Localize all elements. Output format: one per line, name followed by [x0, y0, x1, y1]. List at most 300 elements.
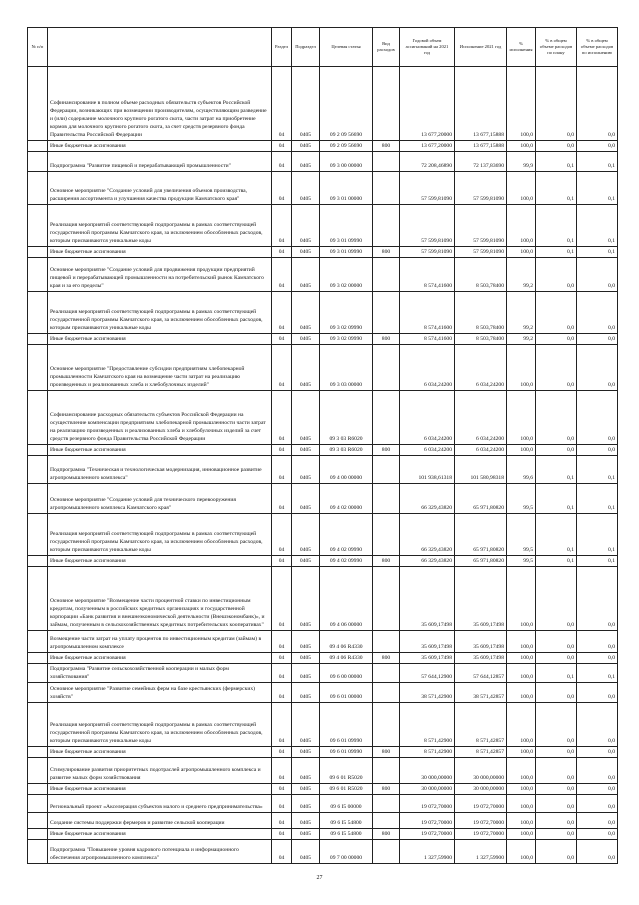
- document-page: [27, 27, 617, 864]
- row-plan-cell: 19 072,70000: [400, 829, 455, 840]
- row-name-cell: Реализация мероприятий соответствующей подпрограммы в рамках соответствующей государственной программы Камчатского края, за исключением обособленных расходов, которым присваиваются уникальные коды: [48, 205, 272, 247]
- row-share-exec-cell: 0,0: [577, 334, 618, 345]
- row-share-exec-cell: 0,0: [577, 703, 618, 747]
- row-article-cell: 09 4 06 R4330: [320, 631, 373, 653]
- row-pct-cell: 100,0: [507, 813, 536, 829]
- row-plan-cell: 8 574,41600: [400, 334, 455, 345]
- table-row: [28, 703, 618, 747]
- row-plan-cell: 8 571,42900: [400, 747, 455, 758]
- row-name-cell: Иные бюджетные ассигнования: [48, 247, 272, 258]
- row-share-exec-cell: 0,0: [577, 292, 618, 334]
- row-name-cell: Основное мероприятие "Создание условий для увеличения объемов производства, расширения ассортимента и улучшения качества продукции Камчатского края": [48, 172, 272, 205]
- row-share-exec-cell: 0,0: [577, 813, 618, 829]
- row-subsection-cell: 0405: [292, 172, 320, 205]
- row-exptype-cell: [373, 391, 400, 445]
- row-article-cell: 09 3 02 09990: [320, 334, 373, 345]
- row-share-exec-cell: 0,0: [577, 758, 618, 784]
- row-exptype-cell: [373, 703, 400, 747]
- row-pct-cell: 100,0: [507, 784, 536, 795]
- table-row: [28, 172, 618, 205]
- row-share-exec-cell: 0,1: [577, 664, 618, 683]
- row-exptype-cell: [373, 631, 400, 653]
- row-plan-cell: 35 609,17498: [400, 653, 455, 664]
- row-section-cell: 04: [272, 703, 292, 747]
- table-row: [28, 664, 618, 683]
- row-share-exec-cell: 0,0: [577, 391, 618, 445]
- header-plan: Годовой объем ассигнований на 2021 год: [400, 28, 455, 67]
- row-subsection-cell: 0405: [292, 345, 320, 391]
- row-plan-cell: 66 329,43820: [400, 556, 455, 567]
- row-article-cell: 09 3 02 00000: [320, 258, 373, 292]
- row-article-cell: 09 4 06 R4330: [320, 653, 373, 664]
- row-exec-cell: 65 971,80820: [455, 556, 507, 567]
- row-subsection-cell: 0405: [292, 653, 320, 664]
- row-share-exec-cell: 0,0: [577, 683, 618, 703]
- row-share-plan-cell: 0,0: [536, 829, 577, 840]
- row-index-cell: [28, 813, 48, 829]
- row-index-cell: [28, 747, 48, 758]
- row-article-cell: 09 3 01 09990: [320, 205, 373, 247]
- row-pct-cell: 99,2: [507, 334, 536, 345]
- row-pct-cell: 99,5: [507, 556, 536, 567]
- header-share-exec: % в общем объеме расходов по исполнению: [577, 28, 618, 67]
- row-exec-cell: 19 072,70000: [455, 795, 507, 813]
- row-subsection-cell: 0405: [292, 247, 320, 258]
- row-share-exec-cell: 0,0: [577, 784, 618, 795]
- row-share-exec-cell: 0,1: [577, 556, 618, 567]
- row-pct-cell: 99,5: [507, 514, 536, 556]
- row-index-cell: [28, 456, 48, 484]
- row-share-exec-cell: 0,0: [577, 141, 618, 152]
- row-exptype-cell: [373, 205, 400, 247]
- row-article-cell: 09 3 01 09990: [320, 247, 373, 258]
- row-name-cell: Подпрограмма "Развитие пищевой и перерабатывающей промышленности": [48, 152, 272, 172]
- row-index-cell: [28, 247, 48, 258]
- row-exptype-cell: 800: [373, 653, 400, 664]
- row-exptype-cell: [373, 664, 400, 683]
- row-section-cell: 04: [272, 67, 292, 141]
- row-share-plan-cell: 0,1: [536, 664, 577, 683]
- row-index-cell: [28, 141, 48, 152]
- row-section-cell: 04: [272, 258, 292, 292]
- row-article-cell: 09 6 I5 54800: [320, 829, 373, 840]
- row-plan-cell: 57 644,12900: [400, 664, 455, 683]
- row-pct-cell: 100,0: [507, 683, 536, 703]
- row-article-cell: 09 4 02 00000: [320, 484, 373, 514]
- row-exec-cell: 8 571,42857: [455, 703, 507, 747]
- row-exec-cell: 72 137,83690: [455, 152, 507, 172]
- row-plan-cell: 66 329,43820: [400, 514, 455, 556]
- row-section-cell: 04: [272, 829, 292, 840]
- row-article-cell: 09 6 I5 00000: [320, 795, 373, 813]
- row-share-plan-cell: 0,0: [536, 292, 577, 334]
- row-name-cell: Софинансирование в полном объеме расходных обязательств субъектов Российской Федерации, возникающих при возмещении производителям, осуществляющим разведение и (или) содержание молочного крупного рогатого скота, части затрат на приобретение кормов для молочного крупного рогатого скота, за счет средств резервного фонда Правительства Российской Федерации: [48, 67, 272, 141]
- row-exptype-cell: [373, 456, 400, 484]
- row-exec-cell: 57 599,81090: [455, 205, 507, 247]
- row-share-plan-cell: 0,1: [536, 205, 577, 247]
- table-row: [28, 152, 618, 172]
- row-article-cell: 09 6 01 09990: [320, 703, 373, 747]
- row-share-plan-cell: 0,1: [536, 152, 577, 172]
- row-plan-cell: 101 938,61318: [400, 456, 455, 484]
- table-row: [28, 840, 618, 864]
- row-share-plan-cell: 0,0: [536, 258, 577, 292]
- row-share-plan-cell: 0,0: [536, 784, 577, 795]
- row-section-cell: 04: [272, 172, 292, 205]
- row-article-cell: 09 6 01 09990: [320, 747, 373, 758]
- row-name-cell: Иные бюджетные ассигнования: [48, 141, 272, 152]
- row-share-plan-cell: 0,1: [536, 247, 577, 258]
- row-exptype-cell: 800: [373, 445, 400, 456]
- row-share-exec-cell: 0,0: [577, 840, 618, 864]
- row-share-exec-cell: 0,1: [577, 172, 618, 205]
- row-exptype-cell: [373, 514, 400, 556]
- row-pct-cell: 100,0: [507, 67, 536, 141]
- row-share-plan-cell: 0,1: [536, 514, 577, 556]
- page-number: 27: [316, 875, 323, 881]
- row-share-plan-cell: 0,0: [536, 631, 577, 653]
- row-index-cell: [28, 67, 48, 141]
- row-share-plan-cell: 0,0: [536, 567, 577, 631]
- table-row: [28, 205, 618, 247]
- row-subsection-cell: 0405: [292, 67, 320, 141]
- row-share-plan-cell: 0,0: [536, 758, 577, 784]
- row-section-cell: 04: [272, 664, 292, 683]
- row-share-plan-cell: 0,0: [536, 795, 577, 813]
- row-share-exec-cell: 0,1: [577, 456, 618, 484]
- row-plan-cell: 8 571,42900: [400, 703, 455, 747]
- row-pct-cell: 100,0: [507, 747, 536, 758]
- row-plan-cell: 57 599,81090: [400, 205, 455, 247]
- row-index-cell: [28, 292, 48, 334]
- row-article-cell: 09 2 09 56690: [320, 141, 373, 152]
- row-exec-cell: 35 609,17498: [455, 567, 507, 631]
- row-section-cell: 04: [272, 840, 292, 864]
- row-share-plan-cell: 0,1: [536, 556, 577, 567]
- table-row: [28, 631, 618, 653]
- row-subsection-cell: 0405: [292, 292, 320, 334]
- row-subsection-cell: 0405: [292, 784, 320, 795]
- row-share-exec-cell: 0,1: [577, 205, 618, 247]
- row-article-cell: 09 4 02 09990: [320, 514, 373, 556]
- row-exec-cell: 1 327,59900: [455, 840, 507, 864]
- row-exec-cell: 101 580,98318: [455, 456, 507, 484]
- row-name-cell: Иные бюджетные ассигнования: [48, 653, 272, 664]
- header-exptype: Вид расходов: [373, 28, 400, 67]
- row-share-plan-cell: 0,1: [536, 456, 577, 484]
- row-subsection-cell: 0405: [292, 556, 320, 567]
- row-section-cell: 04: [272, 514, 292, 556]
- row-exec-cell: 8 503,78400: [455, 292, 507, 334]
- row-pct-cell: 100,0: [507, 631, 536, 653]
- row-name-cell: Основное мероприятие "Развитие семейных ферм на базе крестьянских (фермерских) хозяйств": [48, 683, 272, 703]
- row-article-cell: 09 3 02 09990: [320, 292, 373, 334]
- row-share-exec-cell: 0,1: [577, 247, 618, 258]
- row-name-cell: Иные бюджетные ассигнования: [48, 445, 272, 456]
- row-plan-cell: 13 677,20000: [400, 141, 455, 152]
- row-exec-cell: 8 503,78400: [455, 258, 507, 292]
- row-section-cell: 04: [272, 631, 292, 653]
- row-exec-cell: 6 034,24200: [455, 445, 507, 456]
- row-article-cell: 09 3 03 00000: [320, 345, 373, 391]
- row-index-cell: [28, 758, 48, 784]
- row-article-cell: 09 3 03 R6020: [320, 391, 373, 445]
- row-section-cell: 04: [272, 345, 292, 391]
- row-subsection-cell: 0405: [292, 334, 320, 345]
- row-share-exec-cell: 0,1: [577, 152, 618, 172]
- row-exec-cell: 57 599,81090: [455, 247, 507, 258]
- table-row: [28, 334, 618, 345]
- row-pct-cell: 100,0: [507, 445, 536, 456]
- table-row: [28, 456, 618, 484]
- row-index-cell: [28, 703, 48, 747]
- row-index-cell: [28, 152, 48, 172]
- row-subsection-cell: 0405: [292, 664, 320, 683]
- row-article-cell: 09 6 01 00000: [320, 683, 373, 703]
- row-share-exec-cell: 0,0: [577, 67, 618, 141]
- row-pct-cell: 100,0: [507, 758, 536, 784]
- row-subsection-cell: 0405: [292, 152, 320, 172]
- row-index-cell: [28, 484, 48, 514]
- row-name-cell: Основное мероприятие "Создание условий для технического перевооружения агропромышленного комплекса Камчатского края": [48, 484, 272, 514]
- row-pct-cell: 99,2: [507, 258, 536, 292]
- row-share-exec-cell: 0,1: [577, 514, 618, 556]
- row-section-cell: 04: [272, 556, 292, 567]
- row-exptype-cell: [373, 683, 400, 703]
- row-exec-cell: 19 072,70000: [455, 813, 507, 829]
- row-subsection-cell: 0405: [292, 683, 320, 703]
- header-article: Целевая статья: [320, 28, 373, 67]
- row-exec-cell: 35 609,17498: [455, 653, 507, 664]
- row-pct-cell: 100,0: [507, 567, 536, 631]
- row-exptype-cell: [373, 758, 400, 784]
- row-exptype-cell: 800: [373, 747, 400, 758]
- row-exptype-cell: [373, 67, 400, 141]
- table-row: [28, 514, 618, 556]
- row-subsection-cell: 0405: [292, 631, 320, 653]
- header-share-plan: % в общем объеме расходов по плану: [536, 28, 577, 67]
- row-pct-cell: 100,0: [507, 172, 536, 205]
- row-plan-cell: 30 000,00000: [400, 758, 455, 784]
- row-pct-cell: 100,0: [507, 247, 536, 258]
- row-article-cell: 09 6 01 R5020: [320, 758, 373, 784]
- row-pct-cell: 99,9: [507, 152, 536, 172]
- row-subsection-cell: 0405: [292, 445, 320, 456]
- table-row: [28, 784, 618, 795]
- row-share-plan-cell: 0,0: [536, 813, 577, 829]
- row-share-exec-cell: 0,0: [577, 747, 618, 758]
- row-subsection-cell: 0405: [292, 205, 320, 247]
- row-section-cell: 04: [272, 334, 292, 345]
- row-index-cell: [28, 556, 48, 567]
- row-subsection-cell: 0405: [292, 484, 320, 514]
- row-exptype-cell: [373, 152, 400, 172]
- row-share-plan-cell: 0,0: [536, 334, 577, 345]
- row-pct-cell: 100,0: [507, 703, 536, 747]
- row-name-cell: Создание системы поддержки фермеров и развитие сельской кооперации: [48, 813, 272, 829]
- row-share-plan-cell: 0,1: [536, 172, 577, 205]
- row-name-cell: Основное мероприятие "Создание условий для продвижения продукции предприятий пищевой и перерабатывающей промышленности на потребительский рынок Камчатского края и за его пределы": [48, 258, 272, 292]
- table-row: [28, 141, 618, 152]
- row-section-cell: 04: [272, 747, 292, 758]
- row-section-cell: 04: [272, 205, 292, 247]
- row-subsection-cell: 0405: [292, 813, 320, 829]
- budget-table: [27, 27, 618, 864]
- row-section-cell: 04: [272, 653, 292, 664]
- row-plan-cell: 66 329,43820: [400, 484, 455, 514]
- row-name-cell: Реализация мероприятий соответствующей подпрограммы в рамках соответствующей государственной программы Камчатского края, за исключением обособленных расходов, которым присваиваются уникальные коды: [48, 292, 272, 334]
- row-share-plan-cell: 0,0: [536, 391, 577, 445]
- row-section-cell: 04: [272, 141, 292, 152]
- row-share-exec-cell: 0,0: [577, 795, 618, 813]
- row-share-exec-cell: 0,0: [577, 829, 618, 840]
- table-row: [28, 484, 618, 514]
- row-exec-cell: 6 034,24200: [455, 345, 507, 391]
- row-index-cell: [28, 829, 48, 840]
- row-section-cell: 04: [272, 813, 292, 829]
- row-share-plan-cell: 0,0: [536, 653, 577, 664]
- row-subsection-cell: 0405: [292, 747, 320, 758]
- row-exptype-cell: 800: [373, 829, 400, 840]
- row-exec-cell: 65 971,80820: [455, 484, 507, 514]
- row-share-exec-cell: 0,0: [577, 258, 618, 292]
- row-pct-cell: 100,0: [507, 345, 536, 391]
- row-exec-cell: 30 000,00000: [455, 784, 507, 795]
- header-subsection: Подраздел: [292, 28, 320, 67]
- row-name-cell: Иные бюджетные ассигнования: [48, 784, 272, 795]
- row-section-cell: 04: [272, 567, 292, 631]
- row-exec-cell: 35 609,17498: [455, 631, 507, 653]
- row-plan-cell: 6 034,24200: [400, 391, 455, 445]
- row-share-exec-cell: 0,0: [577, 567, 618, 631]
- row-share-plan-cell: 0,1: [536, 484, 577, 514]
- row-plan-cell: 8 574,41600: [400, 292, 455, 334]
- table-row: [28, 292, 618, 334]
- row-plan-cell: 19 072,70000: [400, 795, 455, 813]
- row-article-cell: 09 4 00 00000: [320, 456, 373, 484]
- row-exptype-cell: [373, 795, 400, 813]
- row-name-cell: Возмещение части затрат на уплату процентов по инвестиционным кредитам (займам) в агропромышленном комплексе: [48, 631, 272, 653]
- table-row: [28, 758, 618, 784]
- row-exptype-cell: 800: [373, 334, 400, 345]
- row-name-cell: Иные бюджетные ассигнования: [48, 556, 272, 567]
- table-row: [28, 556, 618, 567]
- row-section-cell: 04: [272, 795, 292, 813]
- row-index-cell: [28, 567, 48, 631]
- table-row: [28, 653, 618, 664]
- row-exptype-cell: [373, 345, 400, 391]
- row-subsection-cell: 0405: [292, 703, 320, 747]
- table-body: [28, 67, 618, 864]
- row-name-cell: Основное мероприятие "Возмещение части процентной ставки по инвестиционным кредитам, полученным в российских кредитных организациях и государственной корпорации «Банк развития и внешнеэкономической деятельности (Внешэкономбанк)», и займам, полученным в сельскохозяйственных кредитных потребительских кооперативах": [48, 567, 272, 631]
- row-plan-cell: 13 677,20000: [400, 67, 455, 141]
- row-section-cell: 04: [272, 391, 292, 445]
- row-exec-cell: 57 644,12857: [455, 664, 507, 683]
- row-pct-cell: 99,6: [507, 456, 536, 484]
- row-index-cell: [28, 345, 48, 391]
- row-index-cell: [28, 683, 48, 703]
- row-name-cell: Подпрограмма "Техническая и технологическая модернизация, инновационное развитие агропромышленного комплекса": [48, 456, 272, 484]
- row-pct-cell: 100,0: [507, 391, 536, 445]
- row-index-cell: [28, 205, 48, 247]
- header-exec: Исполнение 2021 год: [455, 28, 507, 67]
- row-plan-cell: 72 208,46890: [400, 152, 455, 172]
- row-exec-cell: 13 677,15888: [455, 141, 507, 152]
- header-section: Раздел: [272, 28, 292, 67]
- table-row: [28, 747, 618, 758]
- row-exec-cell: 65 971,80820: [455, 514, 507, 556]
- row-name-cell: Подпрограмма "Повышение уровня кадрового потенциала и информационного обеспечения агропромышленного комплекса": [48, 840, 272, 864]
- row-pct-cell: 99,5: [507, 484, 536, 514]
- row-subsection-cell: 0405: [292, 391, 320, 445]
- row-plan-cell: 19 072,70000: [400, 813, 455, 829]
- row-plan-cell: 6 034,24200: [400, 445, 455, 456]
- row-plan-cell: 57 599,81090: [400, 247, 455, 258]
- row-index-cell: [28, 258, 48, 292]
- row-index-cell: [28, 172, 48, 205]
- row-subsection-cell: 0405: [292, 758, 320, 784]
- row-index-cell: [28, 784, 48, 795]
- row-name-cell: Региональный проект «Акселерация субъектов малого и среднего предпринимательства»: [48, 795, 272, 813]
- row-section-cell: 04: [272, 247, 292, 258]
- row-exec-cell: 8 571,42857: [455, 747, 507, 758]
- table-header-row: [28, 28, 618, 67]
- row-subsection-cell: 0405: [292, 567, 320, 631]
- row-exec-cell: 38 571,42857: [455, 683, 507, 703]
- row-share-plan-cell: 0,0: [536, 840, 577, 864]
- row-exec-cell: 19 072,70000: [455, 829, 507, 840]
- row-index-cell: [28, 653, 48, 664]
- row-share-exec-cell: 0,0: [577, 631, 618, 653]
- row-plan-cell: 30 000,00000: [400, 784, 455, 795]
- row-exec-cell: 6 034,24200: [455, 391, 507, 445]
- table-row: [28, 345, 618, 391]
- row-share-exec-cell: 0,0: [577, 445, 618, 456]
- row-article-cell: 09 6 01 R5020: [320, 784, 373, 795]
- row-exptype-cell: [373, 840, 400, 864]
- row-share-plan-cell: 0,0: [536, 345, 577, 391]
- row-share-exec-cell: 0,0: [577, 345, 618, 391]
- row-name-cell: Иные бюджетные ассигнования: [48, 747, 272, 758]
- row-pct-cell: 100,0: [507, 829, 536, 840]
- row-exptype-cell: [373, 172, 400, 205]
- row-name-cell: Подпрограмма "Развитие сельскохозяйственной кооперации и малых форм хозяйствования": [48, 664, 272, 683]
- row-index-cell: [28, 631, 48, 653]
- row-plan-cell: 6 034,24200: [400, 345, 455, 391]
- row-share-plan-cell: 0,0: [536, 445, 577, 456]
- table-row: [28, 258, 618, 292]
- row-name-cell: Иные бюджетные ассигнования: [48, 829, 272, 840]
- row-name-cell: Основное мероприятие "Предоставление субсидии предприятиям хлебопекарной промышленности Камчатского края на возмещение части затрат на реализацию произведенных и реализованных хлеба и хлебобулочных изделий": [48, 345, 272, 391]
- table-row: [28, 247, 618, 258]
- row-subsection-cell: 0405: [292, 795, 320, 813]
- row-share-plan-cell: 0,0: [536, 141, 577, 152]
- row-exec-cell: 57 599,81090: [455, 172, 507, 205]
- row-pct-cell: 100,0: [507, 205, 536, 247]
- header-pct: % исполнения: [507, 28, 536, 67]
- row-article-cell: 09 4 06 00000: [320, 567, 373, 631]
- table-row: [28, 683, 618, 703]
- row-plan-cell: 35 609,17498: [400, 631, 455, 653]
- row-exec-cell: 30 000,00000: [455, 758, 507, 784]
- row-pct-cell: 100,0: [507, 795, 536, 813]
- row-section-cell: 04: [272, 292, 292, 334]
- table-row: [28, 567, 618, 631]
- row-article-cell: 09 4 02 09990: [320, 556, 373, 567]
- row-exptype-cell: 800: [373, 784, 400, 795]
- row-pct-cell: 100,0: [507, 141, 536, 152]
- row-exptype-cell: [373, 813, 400, 829]
